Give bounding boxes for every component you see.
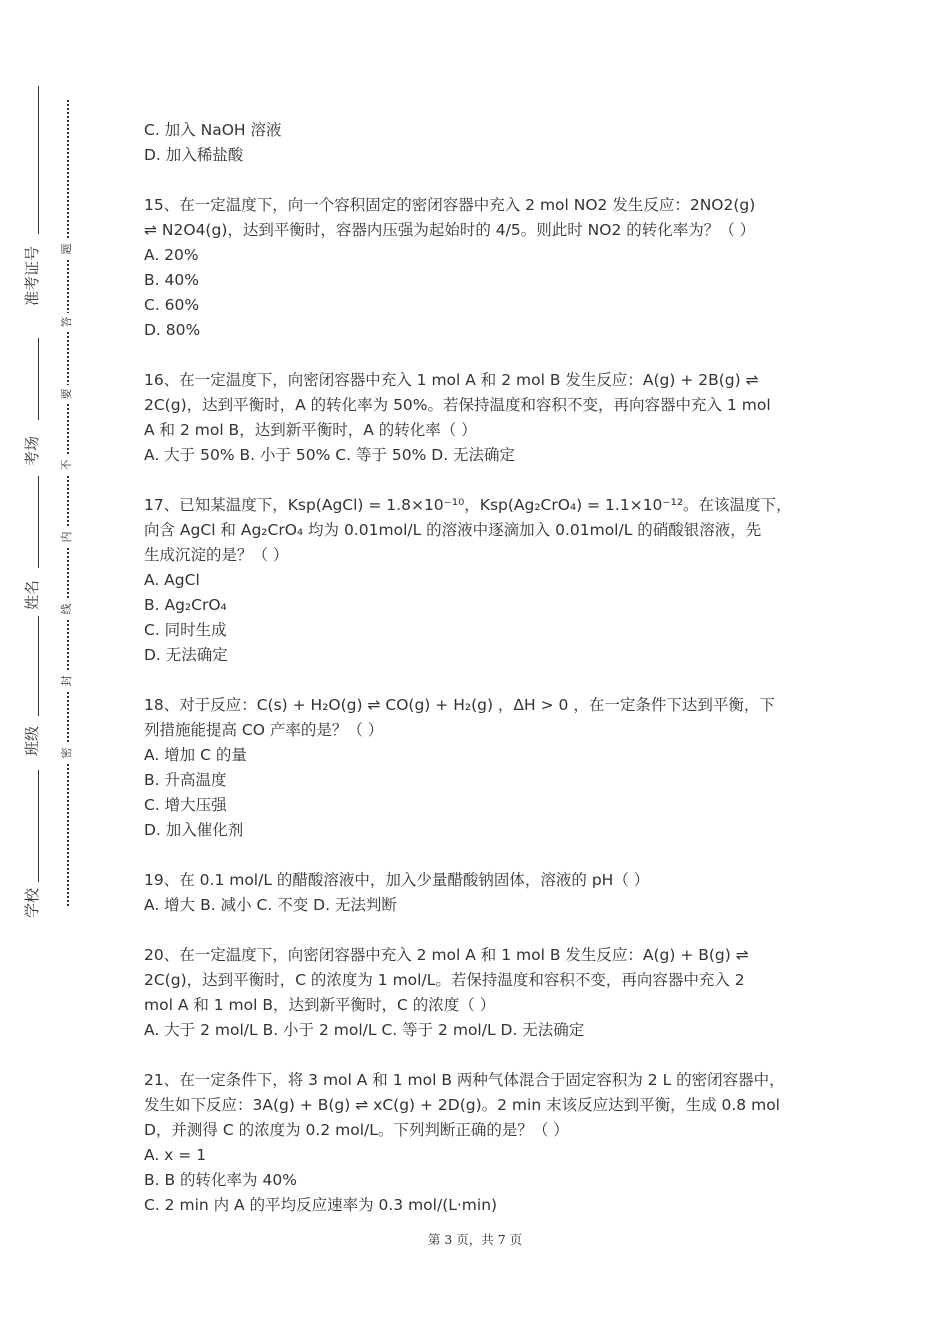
question-list — [144, 118, 824, 1243]
option-line: A. x = 1 — [144, 1146, 207, 1164]
option-line: B. 升高温度 — [144, 771, 227, 789]
field-label-school: 学校 — [23, 887, 41, 918]
option-line: B. B 的转化率为 40% — [144, 1171, 297, 1189]
option-line: C. 2 min 内 A 的平均反应速率为 0.3 mol/(L·min) — [144, 1196, 498, 1214]
field-line-class — [38, 616, 39, 716]
option-line: D. 80% — [144, 321, 201, 339]
option-line: A. 20% — [144, 246, 199, 264]
seal-dotted-line — [67, 100, 69, 906]
question-stem: 生成沉淀的是？（ ） — [144, 546, 289, 564]
seal-char: 内 — [58, 528, 76, 546]
question-block — [144, 118, 824, 168]
option-line: D. 加入稀盐酸 — [144, 146, 244, 164]
option-line: C. 60% — [144, 296, 200, 314]
question-stem: 21、在一定条件下，将 3 mol A 和 1 mol B 两种气体混合于固定容积为 2 L 的密闭容器中， — [144, 1071, 785, 1089]
question-stem: 17、已知某温度下，Ksp(AgCl) = 1.8×10⁻¹⁰，Ksp(Ag₂CrO₄) = 1.1×10⁻¹²。在该温度下， — [144, 496, 792, 514]
seal-char: 不 — [58, 456, 76, 474]
option-line: A. 大于 50% B. 小于 50% C. 等于 50% D. 无法确定 — [144, 446, 516, 464]
page-footer: 第 3 页，共 7 页 — [427, 1232, 523, 1247]
option-line: A. 增加 C 的量 — [144, 746, 247, 764]
option-line: D. 加入催化剂 — [144, 821, 244, 839]
option-line: A. 增大 B. 减小 C. 不变 D. 无法判断 — [144, 896, 397, 914]
question-stem: 列措施能提高 CO 产率的是？（ ） — [144, 721, 384, 739]
binding-margin — [0, 0, 90, 1344]
question-block — [144, 868, 824, 918]
field-label-room: 考场 — [23, 435, 41, 466]
option-line: B. 40% — [144, 271, 199, 289]
seal-char: 要 — [58, 385, 76, 403]
option-line: B. Ag₂CrO₄ — [144, 596, 227, 614]
seal-char: 封 — [58, 672, 76, 690]
question-block — [144, 193, 824, 343]
field-label-name: 姓名 — [23, 579, 41, 610]
option-line: C. 增大压强 — [144, 796, 227, 814]
seal-char: 答 — [58, 313, 76, 331]
question-stem: 19、在 0.1 mol/L 的醋酸溶液中，加入少量醋酸钠固体，溶液的 pH（ ） — [144, 871, 650, 889]
field-line-name — [38, 476, 39, 568]
field-line-room — [38, 338, 39, 420]
question-stem: 16、在一定温度下，向密闭容器中充入 1 mol A 和 2 mol B 发生反应：A(g) + 2B(g) ⇌ — [144, 371, 759, 389]
option-line: C. 加入 NaOH 溶液 — [144, 121, 282, 139]
option-line: A. AgCl — [144, 571, 200, 589]
question-block — [144, 368, 824, 468]
question-stem: 15、在一定温度下，向一个容积固定的密闭容器中充入 2 mol NO2 发生反应：2NO2(g) — [144, 196, 756, 214]
question-stem: 2C(g)，达到平衡时，A 的转化率为 50%。若保持温度和容积不变，再向容器中充入 1 mol — [144, 396, 771, 414]
question-stem: mol A 和 1 mol B，达到新平衡时，C 的浓度（ ） — [144, 996, 496, 1014]
question-block — [144, 1068, 824, 1218]
question-stem: 20、在一定温度下，向密闭容器中充入 2 mol A 和 1 mol B 发生反应：A(g) + B(g) ⇌ — [144, 946, 749, 964]
seal-char: 密 — [58, 744, 76, 762]
seal-char: 题 — [58, 240, 76, 258]
question-stem: ⇌ N2O4(g)，达到平衡时，容器内压强为起始时的 4/5。则此时 NO2 的转化率为？（ ） — [144, 221, 756, 239]
question-stem: D，并测得 C 的浓度为 0.2 mol/L。下列判断正确的是？（ ） — [144, 1121, 569, 1139]
field-line-school — [38, 770, 39, 882]
question-block — [144, 943, 824, 1043]
question-stem: 发生如下反应：3A(g) + B(g) ⇌ xC(g) + 2D(g)。2 min 末该反应达到平衡，生成 0.8 mol — [144, 1096, 780, 1114]
question-block — [144, 493, 824, 668]
question-block — [144, 693, 824, 843]
question-stem: A 和 2 mol B，达到新平衡时，A 的转化率（ ） — [144, 421, 477, 439]
option-line: C. 同时生成 — [144, 621, 227, 639]
field-label-exam-id: 准考证号 — [23, 245, 41, 306]
option-line: A. 大于 2 mol/L B. 小于 2 mol/L C. 等于 2 mol/L D. 无法确定 — [144, 1021, 585, 1039]
seal-char: 线 — [58, 600, 76, 618]
question-stem: 2C(g)，达到平衡时，C 的浓度为 1 mol/L。若保持温度和容积不变，再向容器中充入 2 — [144, 971, 745, 989]
field-label-class: 班级 — [23, 725, 41, 756]
option-line: D. 无法确定 — [144, 646, 228, 664]
field-line-exam-id — [38, 86, 39, 234]
question-stem: 18、对于反应：C(s) + H₂O(g) ⇌ CO(g) + H₂(g) ，ΔH > 0 ，在一定条件下达到平衡，下 — [144, 696, 775, 714]
question-stem: 向含 AgCl 和 Ag₂CrO₄ 均为 0.01mol/L 的溶液中逐滴加入 0.01mol/L 的硝酸银溶液，先 — [144, 521, 762, 539]
